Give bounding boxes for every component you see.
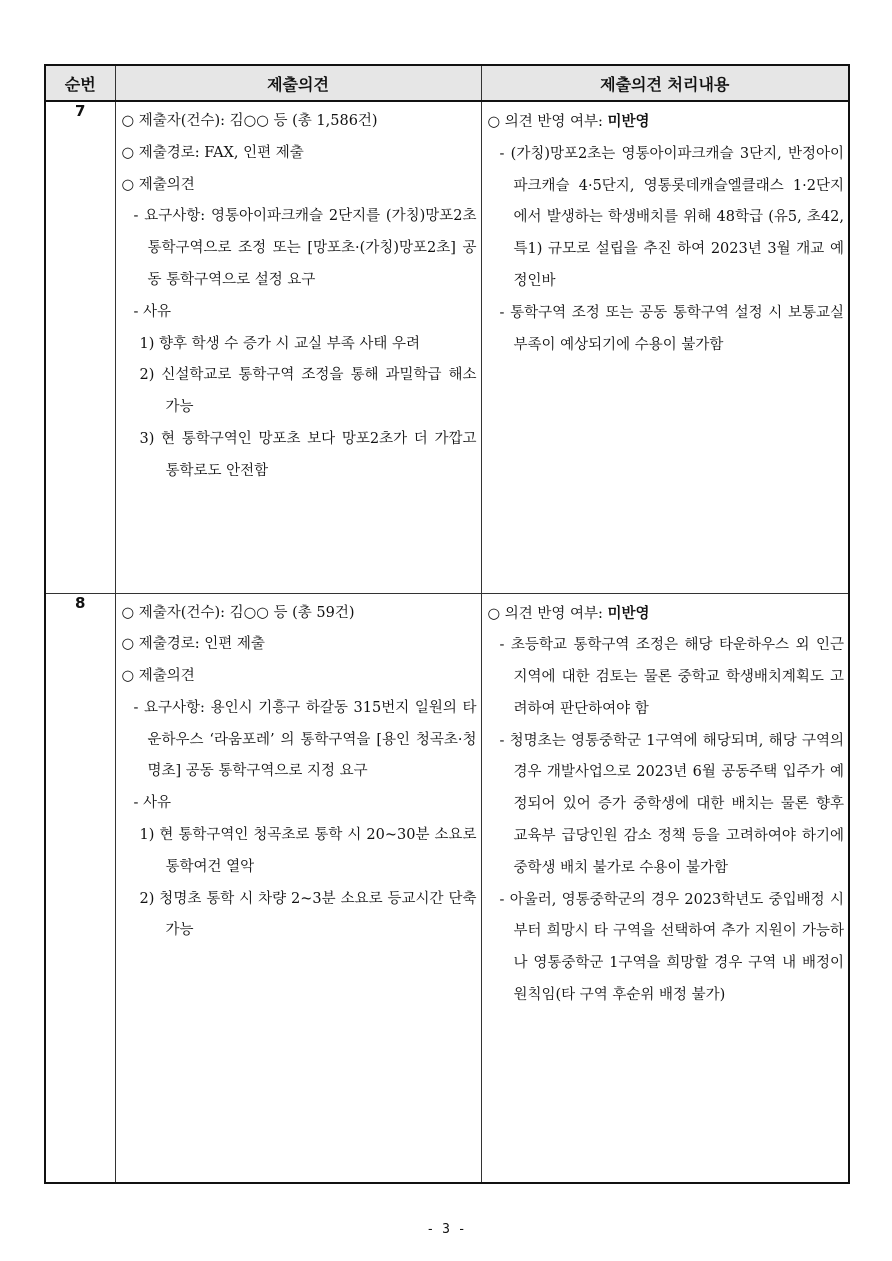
result-list [488,630,845,1012]
bullet-item: ○ 제출자(건수): 김○○ 등 (총 1,586건) [121,113,378,129]
numbered-item: 1) 현 통학구역인 청곡초로 통학 시 20~30분 소요로 통학여건 열악 [139,827,477,875]
page-number: - 3 - [426,1222,466,1237]
dash-item: - 사유 [133,795,172,812]
dash-item: - 통학구역 조정 또는 공동 통학구역 설정 시 보통교실 부족이 예상되기에 수용이 불가함 [499,304,844,353]
opinion-list [116,594,481,948]
row-number: 8 [45,593,115,1183]
result-cell [481,101,849,593]
bullet-item: ○ 제출경로: 인편 제출 [121,636,265,653]
result-status-line [488,106,845,139]
bullet-item: ○ 제출경로: FAX, 인편 제출 [121,144,304,161]
result-status-value: 미반영 [607,604,650,622]
numbered-item: 3) 현 통학구역인 망포초 보다 망포2초가 더 가깝고 통학로도 안전함 [139,430,477,479]
bullet-item: ○ 제출의견 [121,668,195,685]
dash-item: - (가칭)망포2초는 영통아이파크캐슬 3단지, 반정아이파크캐슬 4·5단지, 영통롯데캐슬엘클래스 1·2단지에서 발생하는 학생배치를 위해 48학급 (유5, 초42, 특1) 규모로 설립을 추진 하여 2023년 3월 개교 예정인바 [499,145,844,289]
result-status-label: ○ 의견 반영 여부: [487,605,608,622]
result-status-value: 미반영 [607,113,650,130]
dash-item: - 요구사항: 용인시 기흥구 하갈동 315번지 일원의 타운하우스 ‘라움포레’ 의 통학구역을 [용인 청곡초·청명초] 공동 통학구역으로 지정 요구 [133,699,477,780]
dash-item: - 아울러, 영통중학군의 경우 2023학년도 중입배정 시부터 희망시 타 구역을 선택하여 추가 지원이 가능하나 영통중학군 1구역을 희망할 경우 구역 내 배정이 원칙임(타 구역 후순위 배정 불가) [499,891,844,1004]
opinion-cell [115,593,481,1183]
dash-item: - 초등학교 통학구역 조정은 해당 타운하우스 외 인근 지역에 대한 검토는 물론 중학교 학생배치계획도 고려하여 판단하여야 함 [499,637,844,717]
header-result: 제출의견 처리내용 [481,65,849,101]
dash-item: - 사유 [133,303,172,320]
table-row [45,593,849,1183]
table-row [45,101,849,593]
result-status-label: ○ 의견 반영 여부: [487,114,608,130]
opinion-list [116,102,481,488]
result-cell [481,593,849,1183]
table-header-row [45,65,849,101]
bullet-item: ○ 제출자(건수): 김○○ 등 (총 59건) [121,604,355,621]
result-list [488,139,845,362]
bullet-item: ○ 제출의견 [121,176,195,193]
header-opinion: 제출의견 [115,65,481,101]
result-status-line [488,598,845,631]
opinion-table [44,64,850,1184]
numbered-item: 2) 청명초 통학 시 차량 2~3분 소요로 등교시간 단축 가능 [139,890,477,939]
header-number: 순번 [45,65,115,101]
numbered-item: 1) 향후 학생 수 증가 시 교실 부족 사태 우려 [139,335,420,352]
dash-item: - 요구사항: 영통아이파크캐슬 2단지를 (가칭)망포2초 통학구역으로 조정 또는 [망포초·(가칭)망포2초] 공동 통학구역으로 설정 요구 [133,208,477,288]
row-number: 7 [45,101,115,593]
numbered-item: 2) 신설학교로 통학구역 조정을 통해 과밀학급 해소 가능 [139,367,477,416]
dash-item: - 청명초는 영통중학군 1구역에 해당되며, 해당 구역의 경우 개발사업으로 2023년 6월 공동주택 입주가 예정되어 있어 증가 중학생에 대한 배치는 물론 향후 교육부 급당인원 감소 정책 등을 고려하여야 하기에 중학생 배치 불가로 수용이 불가함 [499,732,844,876]
opinion-cell [115,101,481,593]
